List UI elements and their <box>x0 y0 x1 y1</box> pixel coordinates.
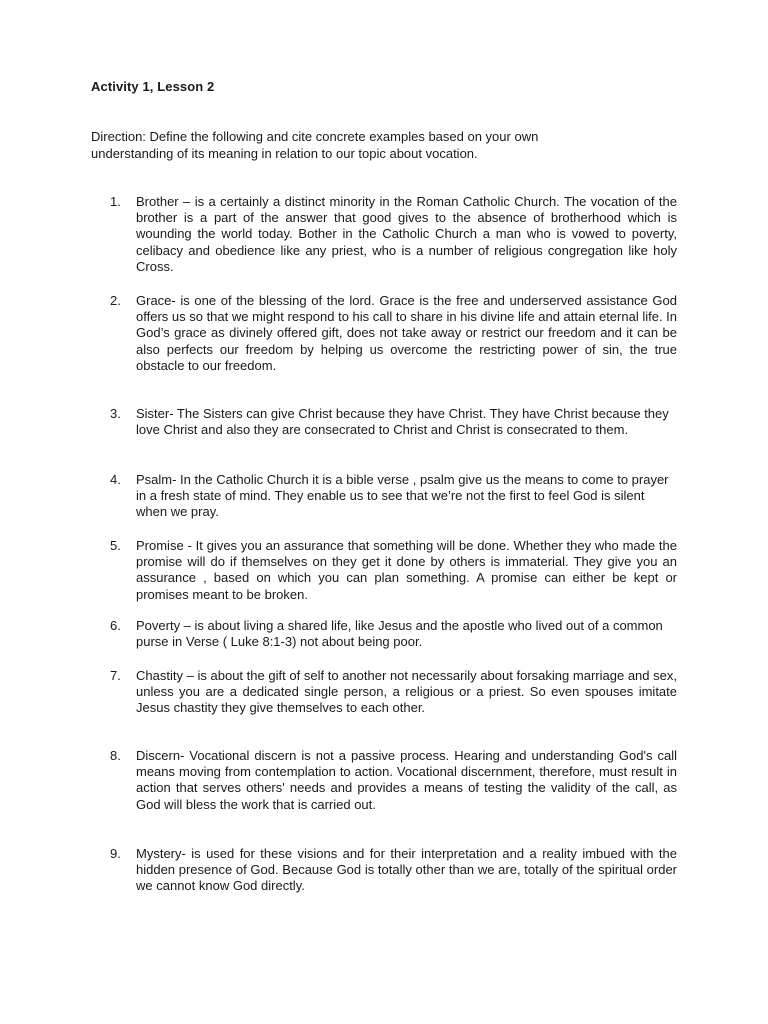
definition-item-promise <box>110 538 677 603</box>
activity-title: Activity 1, Lesson 2 <box>91 79 215 94</box>
item-number: 1. <box>110 194 121 209</box>
item-text: Poverty – is about living a shared life, like Jesus and the apostle who lived out of a common purse in Verse ( Luke 8:1-3) not about being poor. <box>136 618 663 650</box>
item-text: Promise - It gives you an assurance that something will be done. Whether they who made the promise will do if themselves on they get it done by others is immaterial. They give you an assurance , based on which you can plan something. A promise can either be kept or promises meant to be broken. <box>136 538 677 602</box>
item-number: 5. <box>110 538 121 553</box>
item-number: 3. <box>110 406 121 421</box>
definition-item-sister <box>110 406 677 438</box>
item-text: Chastity – is about the gift of self to another not necessarily about forsaking marriage and sex, unless you are a dedicated single person, a religious or a priest. So even spouses imitate Jesus chastity they give themselves to each other. <box>136 668 677 716</box>
item-text: Discern- Vocational discern is not a passive process. Hearing and understanding God's call means moving from contemplation to action. Vocational discernment, therefore, must result in action that serves others' needs and provides a means of testing the validity of the call, as God will bless the work that is carried out. <box>136 748 677 812</box>
direction-paragraph: Direction: Define the following and cite concrete examples based on your own understanding of its meaning in relation to our topic about vocation. <box>91 129 539 161</box>
item-text: Brother – is a certainly a distinct minority in the Roman Catholic Church. The vocation of the brother is a part of the answer that good gives to the absence of brotherhood which is wounding the world today. Bother in the Catholic Church a man who is vowed to poverty, celibacy and obedience like any priest, who is a number of religious congregation like holy Cross. <box>136 194 677 274</box>
item-number: 7. <box>110 668 121 683</box>
definition-item-mystery <box>110 846 677 895</box>
item-text: Grace- is one of the blessing of the lord. Grace is the free and underserved assistance God offers us so that we might respond to his call to share in his divine life and attain eternal life. In God’s grace as divinely offered gift, does not take away or restrict our freedom and it can be also perfects our freedom by helping us overcome the restricting power of sin, the true obstacle to our freedom. <box>136 293 678 373</box>
definition-item-discern <box>110 748 677 813</box>
item-number: 4. <box>110 472 121 487</box>
definition-item-chastity <box>110 668 677 717</box>
item-text: Psalm- In the Catholic Church it is a bible verse , psalm give us the means to come to prayer in a fresh state of mind. They enable us to see that we’re not the first to feel God is silent when we pray. <box>136 472 669 520</box>
definition-item-brother <box>110 194 677 275</box>
item-number: 6. <box>110 618 121 633</box>
item-number: 8. <box>110 748 121 763</box>
definition-item-psalm <box>110 472 677 521</box>
definition-item-poverty <box>110 618 677 650</box>
item-text: Mystery- is used for these visions and for their interpretation and a reality imbued with the hidden presence of God. Because God is totally other than we are, totally of the spiritual order we cannot know God directly. <box>136 846 677 894</box>
item-number: 9. <box>110 846 121 861</box>
item-number: 2. <box>110 293 121 308</box>
definition-item-grace <box>110 293 677 374</box>
item-text: Sister- The Sisters can give Christ because they have Christ. They have Christ because they love Christ and also they are consecrated to Christ and Christ is consecrated to them. <box>136 406 669 438</box>
